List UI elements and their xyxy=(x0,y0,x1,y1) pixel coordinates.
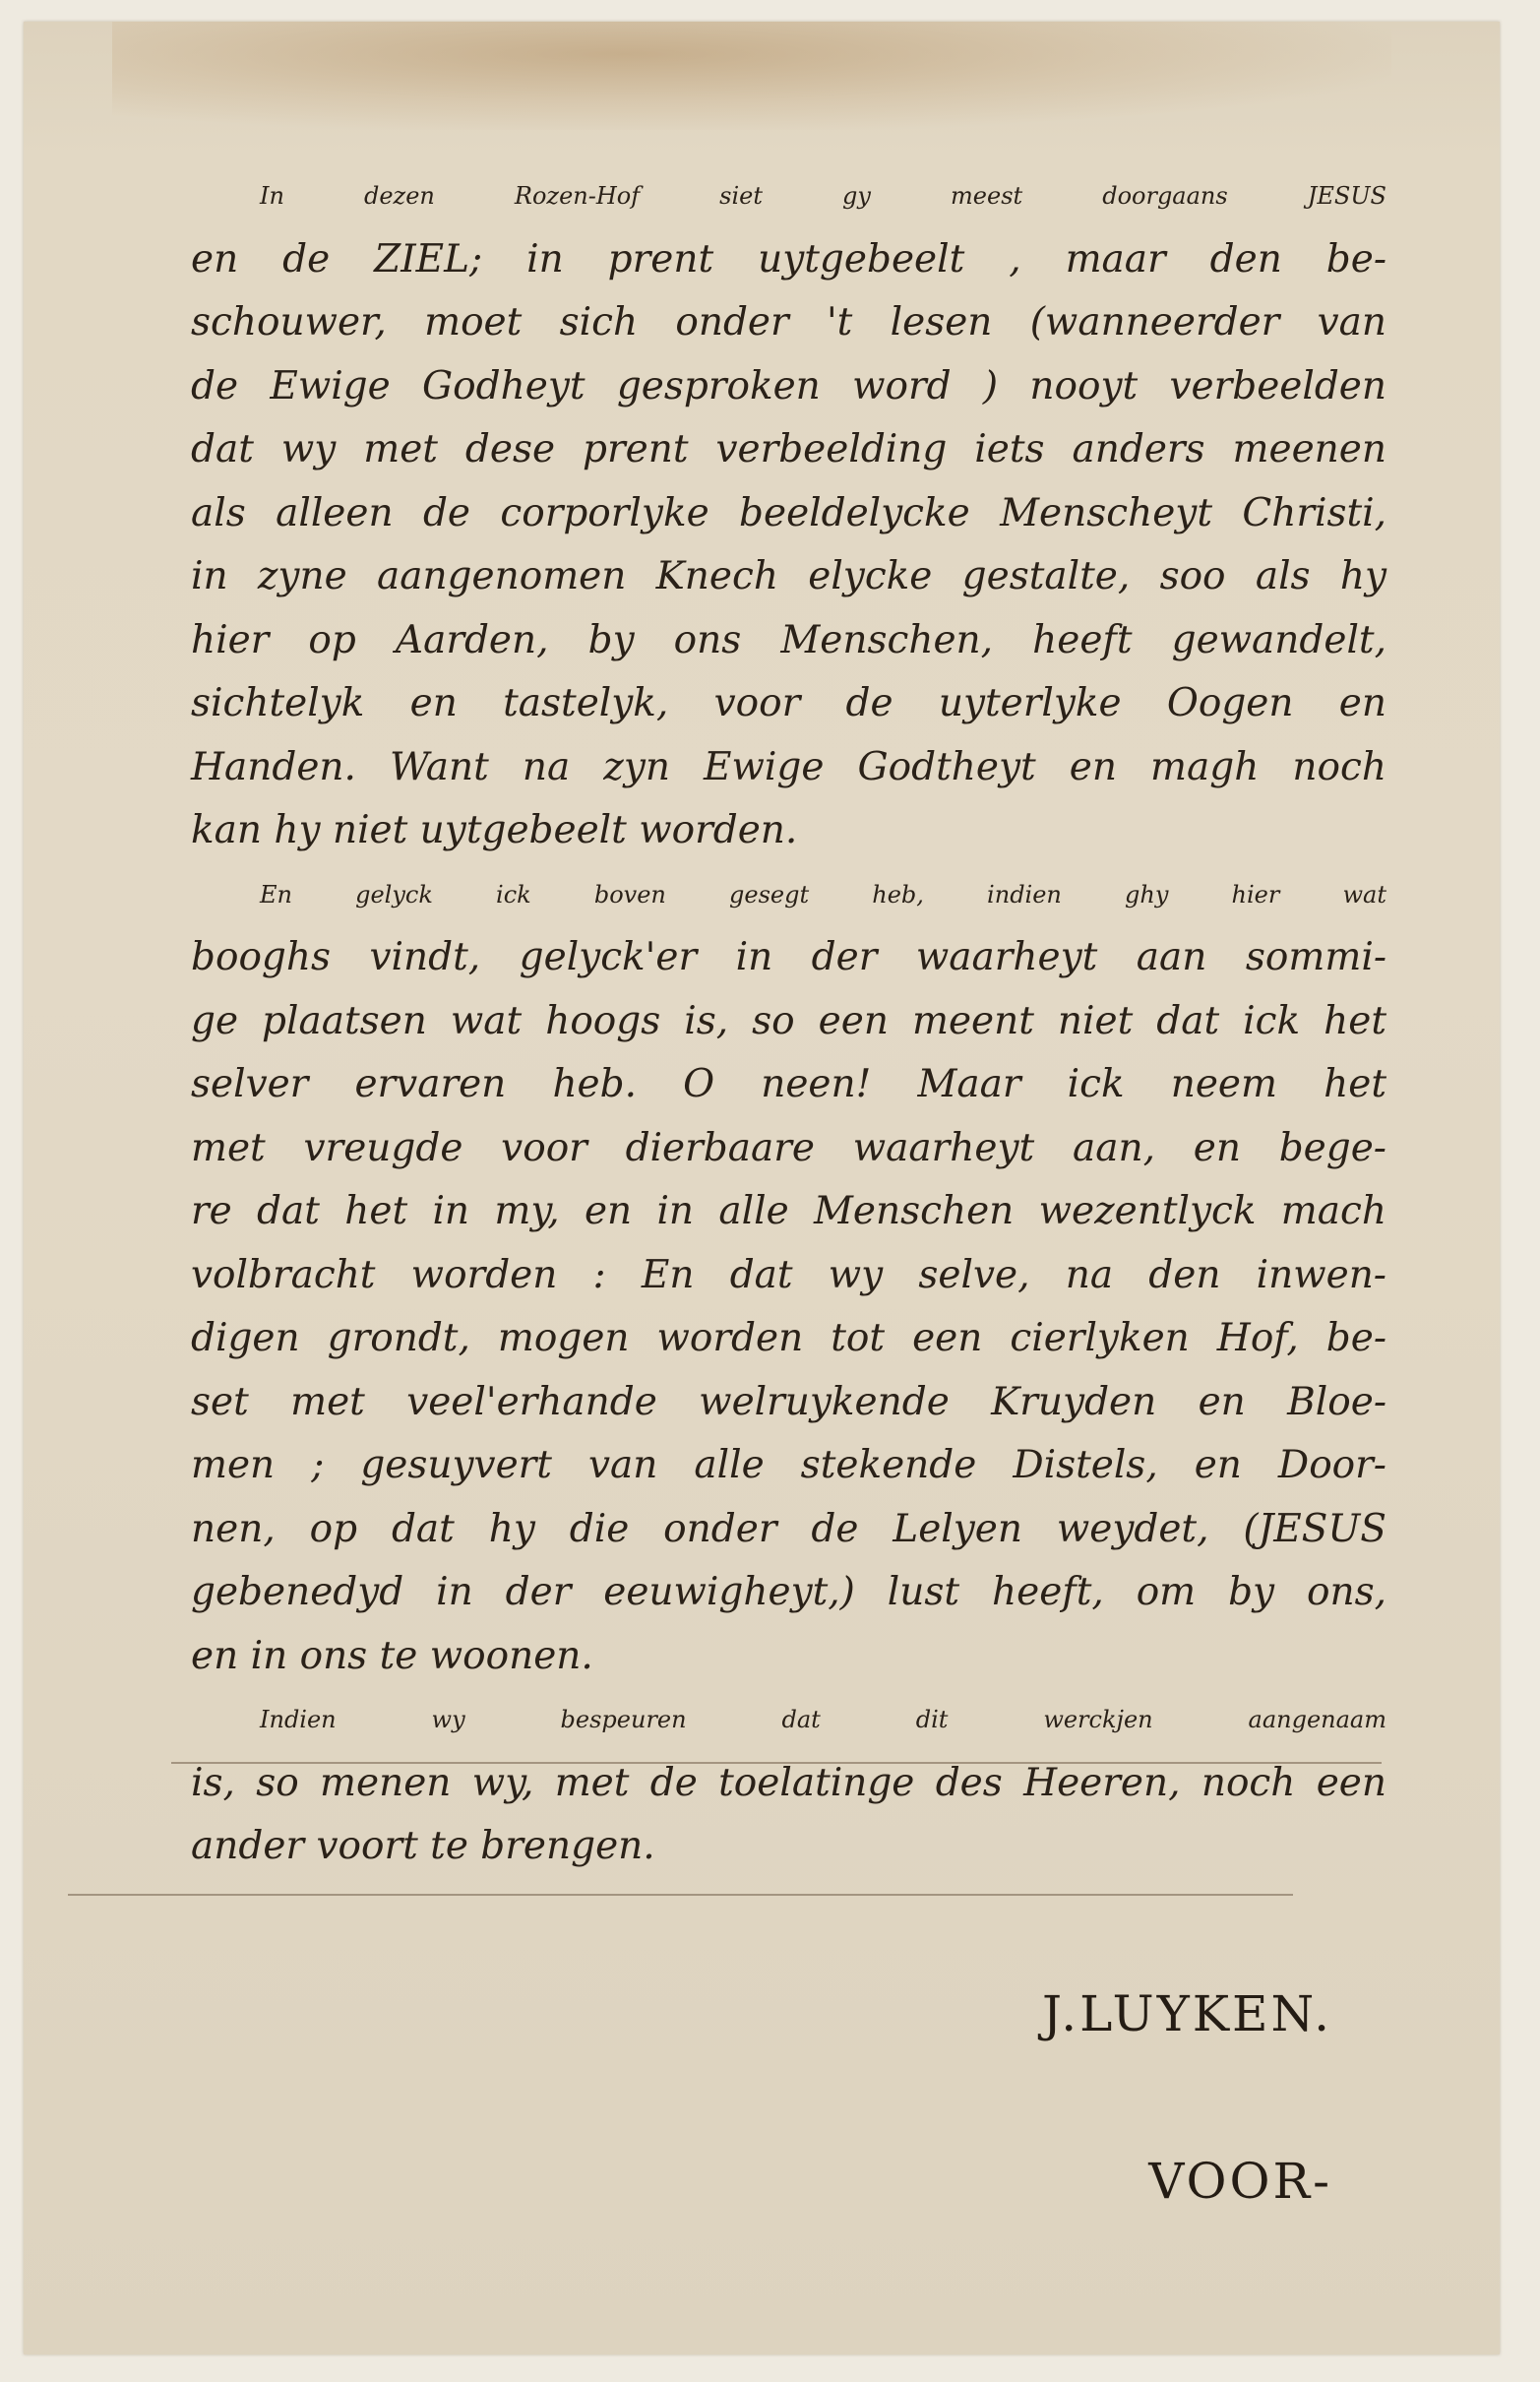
text-line: re dat het in my, en in alle Menschen wezentlyck mach xyxy=(191,1189,1386,1233)
author-signature: J.LUYKEN. xyxy=(1042,1985,1332,2042)
catchword: VOOR- xyxy=(1148,2153,1332,2210)
text-line: en in ons te woonen. xyxy=(191,1633,593,1678)
water-stain xyxy=(112,22,1391,130)
text-line: booghs vindt, gelyck'er in der waarheyt aan sommi- xyxy=(191,935,1386,979)
text-line: dat wy met dese prent verbeelding iets anders meenen xyxy=(191,427,1386,471)
ink-rule-lower xyxy=(68,1894,1293,1896)
text-line: Indien wy bespeuren dat dit werckjen aangenaam xyxy=(260,1706,1386,1733)
text-line: met vreugde voor dierbaare waarheyt aan, en bege- xyxy=(191,1125,1386,1170)
text-line: volbracht worden : En dat wy selve, na den inwen- xyxy=(191,1252,1386,1297)
body-text xyxy=(191,164,1386,1879)
text-line: selver ervaren heb. O neen! Maar ick neem het xyxy=(191,1062,1386,1106)
text-line: sichtelyk en tastelyk, voor de uyterlyke Oogen en xyxy=(191,681,1386,725)
text-line: ge plaatsen wat hoogs is, so een meent niet dat ick het xyxy=(191,998,1386,1043)
text-line: set met veel'erhande welruykende Kruyden en Bloe- xyxy=(191,1379,1386,1424)
text-line: en de ZIEL; in prent uytgebeelt , maar den be- xyxy=(191,236,1386,282)
paper-page xyxy=(24,22,1500,2354)
text-line: nen, op dat hy die onder de Lelyen weydet, (JESUS xyxy=(191,1506,1386,1551)
text-line: digen grondt, mogen worden tot een cierlyken Hof, be- xyxy=(191,1316,1386,1360)
text-line: gebenedyd in der eeuwigheyt,) lust heeft, om by ons, xyxy=(191,1570,1386,1614)
text-line: is, so menen wy, met de toelatinge des Heeren, noch een xyxy=(191,1760,1386,1805)
ink-rule-upper xyxy=(171,1762,1382,1764)
text-line: de Ewige Godheyt gesproken word ) nooyt verbeelden xyxy=(191,363,1386,408)
text-line: hier op Aarden, by ons Menschen, heeft gewandelt, xyxy=(191,617,1386,662)
text-line: kan hy niet uytgebeelt worden. xyxy=(191,808,798,852)
text-line: in zyne aangenomen Knech elycke gestalte, soo als hy xyxy=(191,554,1386,598)
paragraph-2 xyxy=(191,863,1386,1689)
text-line: Handen. Want na zyn Ewige Godtheyt en magh noch xyxy=(191,744,1386,789)
paragraph-1 xyxy=(191,164,1386,863)
text-line: In dezen Rozen-Hof siet gy meest doorgaans JESUS xyxy=(260,182,1386,210)
paragraph-3 xyxy=(191,1688,1386,1879)
text-line: als alleen de corporlyke beeldelycke Menscheyt Christi, xyxy=(191,490,1386,535)
text-line: En gelyck ick boven gesegt heb, indien ghy hier wat xyxy=(260,880,1386,909)
text-line: ander voort te brengen. xyxy=(191,1824,655,1868)
text-line: schouwer, moet sich onder 't lesen (wanneerder van xyxy=(191,300,1386,345)
text-line: men ; gesuyvert van alle stekende Distels, en Door- xyxy=(191,1443,1386,1487)
